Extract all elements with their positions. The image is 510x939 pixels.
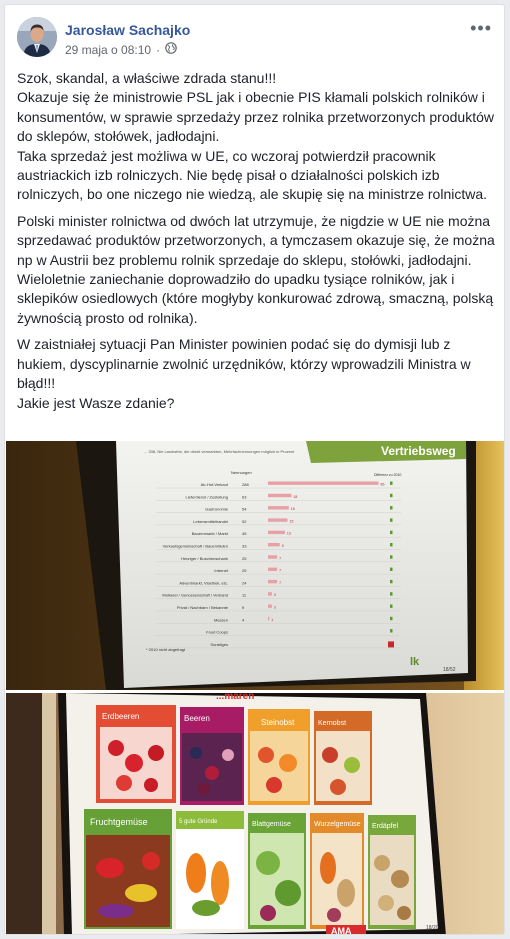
chart-row-label: Privat / Nachbarn / Bekannte [176, 605, 228, 610]
chart-diff-mark [388, 641, 394, 647]
panel-label-5: 5 gute Gründe [179, 819, 218, 825]
chart-diff-mark [390, 592, 393, 595]
chart-row-label: Heuriger / Buschenschank [181, 555, 228, 561]
chart-row-label: Verkaufsgemeinschaft / Bauernläden [162, 543, 228, 549]
chart-row-label: Adventmarkt, Viaxthek, etc. [179, 580, 228, 586]
separator-dot: · [156, 42, 161, 57]
chart-photo-svg [6, 441, 505, 690]
post-header [17, 15, 492, 63]
chart-row-count: 54 [242, 506, 247, 512]
timestamp[interactable]: 29 maja o 08:10 [65, 42, 152, 57]
photo-presentation-produce[interactable] [6, 693, 505, 935]
chart-row-label: Ab-Hof-Verkauf [200, 482, 228, 487]
produce-photo-svg [6, 693, 505, 935]
chart-diff-mark [390, 580, 393, 583]
chart-row-label: Internet [214, 568, 228, 574]
chart-bar-value: 3 [273, 593, 276, 598]
column-header-count: Nennungen [231, 470, 252, 475]
chart-bar-value: 7 [279, 556, 282, 561]
slide-subtitle: ... 338, Nie Landwirte, die direkt vermarkten, Mehrfachnennungen möglich in Prozent [144, 449, 295, 454]
chart-row-count: 24 [242, 580, 247, 586]
chart-row-count: 52 [242, 518, 247, 524]
chart-diff-mark [390, 531, 393, 534]
chart-row-label: Bauernmarkt / Markt [191, 531, 228, 537]
chart-diff-mark [390, 543, 393, 546]
ama-brand: AMA [331, 926, 352, 935]
chart-diff-mark [390, 605, 393, 608]
chart-bar-value: 16 [290, 507, 295, 512]
chart-row-count: 4 [242, 617, 245, 623]
chart-row-count: 25 [242, 555, 247, 561]
author-name[interactable]: Jarosław Sachajko [65, 22, 191, 38]
chart-bar-value: 15 [289, 519, 294, 524]
photo-presentation-chart[interactable] [6, 441, 505, 690]
chart-row-count: 288 [242, 482, 249, 487]
chart-bar-value: 7 [279, 568, 282, 573]
chart-row-count: 63 [242, 494, 247, 500]
column-header-diff: Differenz zu 2010 [374, 473, 402, 477]
panel-label-3: Kernobst [318, 720, 347, 727]
chart-bar-value: 18 [293, 494, 298, 499]
chart-diff-mark [390, 617, 393, 620]
chart-bar-value: 13 [286, 531, 291, 536]
chart-row-count: 11 [242, 592, 247, 598]
chart-row-count: 33 [242, 543, 247, 549]
chart-bar [268, 580, 277, 583]
chart-row-count: 9 [242, 605, 245, 610]
panel-label-4: Fruchtgemüse [90, 817, 148, 827]
chart-diff-mark [390, 555, 393, 558]
panel-label-1: Beeren [184, 714, 210, 723]
chart-row-label: Lebensmittelhandel [193, 518, 228, 524]
globe-icon[interactable] [165, 42, 177, 57]
slide-number-2: 18/20 [426, 925, 439, 931]
avatar[interactable] [17, 17, 57, 57]
chart-bar [268, 531, 285, 534]
chart-row-label: Gastronomie [205, 506, 228, 512]
chart-diff-mark [390, 506, 393, 509]
chart-bar-value: 1 [271, 617, 274, 622]
chart-bar [268, 568, 277, 571]
paragraph-2: Polski minister rolnictwa od dwóch lat utrzymuje, że nigdzie w UE nie można sprzedawać produktów przetworzonych, a tymczasem okazuje się, że można np w Austrii bez problemu rolnik sprzedaje do sklepu, stołówki, jadłodajni. Wieloletnie zaniechanie doprowadziło do upadku tysiące rolników, jak i sklepików osiedlowych (które mogłyby konkurować zdrową, smaczną, polską żywnością prosto od rolnika). [17, 212, 495, 326]
post-text [17, 69, 495, 420]
panel-label-8: Erdäpfel [372, 823, 399, 830]
slide-title: Vertriebsweg [381, 444, 456, 458]
chart-row-label: Lieferdienst / Zustellung [185, 494, 228, 500]
chart-bar [268, 617, 269, 620]
chart-bar [268, 494, 291, 497]
panel-row-top [96, 705, 372, 805]
panel-label-6: Blattgemüse [252, 821, 291, 828]
panel-label-2: Steinobst [261, 718, 295, 727]
chart-row-label: Messen [213, 617, 228, 623]
post-meta [65, 42, 177, 57]
chart-bar-value: 9 [281, 544, 284, 548]
slide-top-label: ...maren [216, 693, 255, 702]
chart-bar-value: 85 [380, 482, 385, 487]
chart-bar-value: 7 [279, 580, 282, 585]
paragraph-3: W zaistniałej sytuacji Pan Minister powinien podać się do dymisji lub z hukiem, dyscyplinarnie zwolnić urzędników, którzy wprowadzili Ministra w błąd!!! Jakie jest Wasze zdanie? [17, 336, 471, 411]
chart-bar [268, 605, 272, 608]
chart-diff-mark [390, 518, 393, 521]
chart-bar-value: 3 [273, 605, 276, 610]
panel-label-0: Erdbeeren [102, 712, 140, 721]
lk-logo: lk [410, 656, 420, 668]
panel-label-7: Wurzelgemüse [314, 821, 361, 828]
chart-diff-mark [390, 629, 393, 632]
paragraph-1: Szok, skandal, a właściwe zdrada stanu!!! Okazuje się że ministrowie PSL jak i obecnie PIS kłamali polskich rolników i konsumentów, w sprawie sprzedaży przez rolnika przetworzonych produktów do sklepów, stołówek, jadłodajni. Taka sprzedaż jest możliwa w UE, co wczoraj potwierdził pracownik austriackich izb rolniczych. Nie będę pisał o działalności polskich izb rolniczych, bo one niczego nie wiedzą, ale skupię się na ministrze rolnictwa. [17, 70, 494, 203]
chart-bar [268, 506, 289, 509]
chart-row-label: Molkerei / Genossenschaft / Verband [162, 592, 228, 598]
slide-number: 18/52 [443, 667, 456, 673]
chart-row-label: Sonstiges [210, 641, 228, 647]
chart-row-label: Food Coops [206, 629, 228, 635]
chart-diff-mark [390, 568, 393, 571]
chart-row-count: 45 [242, 531, 247, 537]
chart-bar [268, 592, 272, 595]
slide-footnote: * 2010 nicht abgefragt [146, 647, 186, 652]
facebook-post [4, 4, 505, 935]
chart-row-count: 25 [242, 568, 247, 574]
chart-bar [268, 518, 288, 521]
chart-diff-mark [390, 494, 393, 497]
chart-bar [268, 555, 277, 558]
chart-bar [268, 482, 379, 485]
chart-bar [268, 543, 280, 546]
more-options-icon[interactable]: ••• [470, 18, 492, 38]
chart-diff-mark [390, 482, 393, 485]
